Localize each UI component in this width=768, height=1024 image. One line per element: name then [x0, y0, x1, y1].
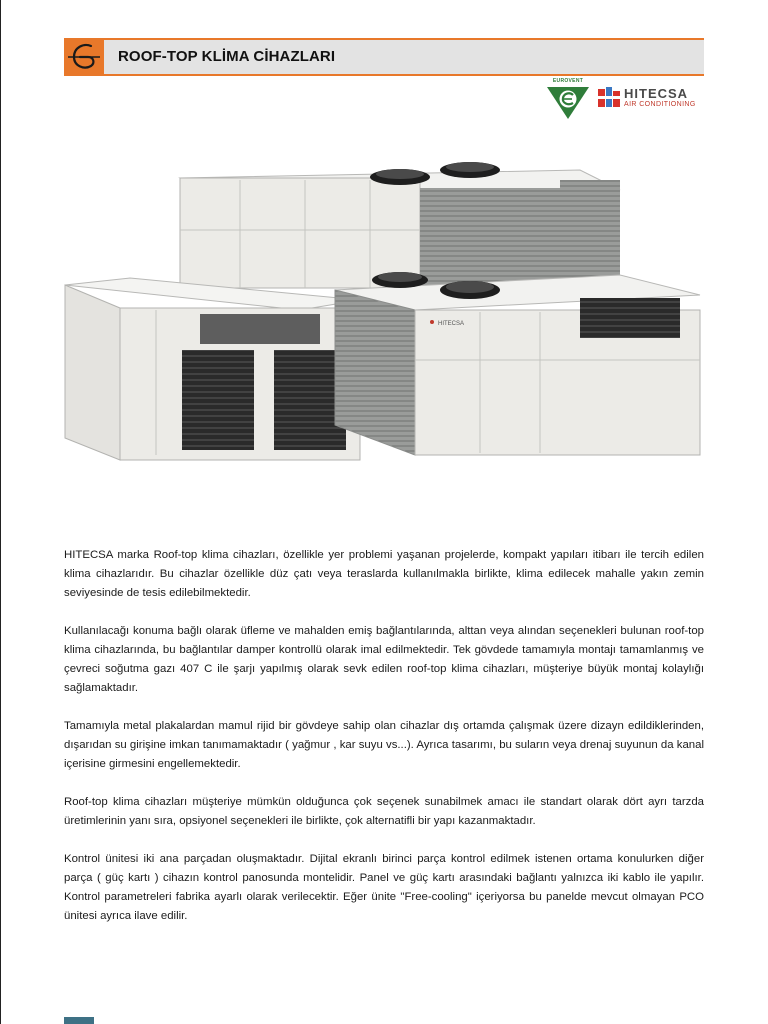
eurovent-label: EUROVENT — [552, 78, 584, 84]
company-logo-icon — [64, 38, 104, 76]
paragraph-options: Roof-top klima cihazları müşteriye mümkün olduğunca çok seçenek sunabilmek amacı ile standart olarak dört ayrı tarzda üretimlerinin yanı sıra, opsiyonel seçenekleri ile birlikte, çok alternatifli bir yapı kazanmaktadır. — [64, 796, 704, 827]
company-logo — [64, 38, 104, 76]
body-text — [64, 546, 704, 945]
back-rooftop-unit — [180, 162, 620, 288]
brand-name: HITECSA — [624, 86, 689, 101]
footer-tab — [64, 1017, 94, 1024]
paragraph-control-unit: Kontrol ünitesi iki ana parçadan oluşmaktadır. Dijital ekranlı birinci parça kontrol edilmek istenen ortama konulurken diğer parça ( güç kartı ) cihazın kontrol panosunda montelidir. Panel ve güç kartı arasındaki bağlantı yalnızca iki kablo ile yapılır. Kontrol parametreleri fabrika ayarlı olarak verilecektir. Eğer ünite "Free-cooling" içeriyorsa bu panelde mevcut olmayan PCO ünitesi ayrıca ilave edilir. — [64, 853, 704, 922]
paragraph-body-design: Tamamıyla metal plakalardan mamul rijid bir gövdeye sahip olan cihazlar dış ortamda çalışmak üzere dizayn edildiklerinden, dışarıdan su girişine imkan tanımamaktadır ( yağmur , kar suyu vs...). Ayrıca tasarımı, bu suların veya drenaj suyunun da kanal içerisine girmesini engellemektedir. — [64, 720, 704, 770]
hitecsa-brand-icon — [598, 86, 620, 108]
right-rooftop-unit — [335, 272, 700, 455]
eurovent-certification-icon — [545, 78, 591, 120]
unit-brand-label: HITECSA — [438, 321, 465, 327]
page-title: ROOF-TOP KLİMA CİHAZLARI — [118, 48, 336, 65]
brand-tagline: AIR CONDITIONING — [624, 101, 696, 108]
header-top-rule — [64, 38, 704, 40]
rooftop-units-photo — [60, 150, 710, 510]
paragraph-intro: HITECSA marka Roof-top klima cihazları, özellikle yer problemi yaşanan projelerde, kompakt yapıları itibarı ile tercih edilen klima cihazlarıdır. Bu cihazlar özellikle düz çatı veya teraslarda kullanılmakla birlikte, klima edilecek mahalle yakın zemin seviyesinde de tesis edilebilmektedir. — [64, 549, 704, 599]
paragraph-connections: Kullanılacağı konuma bağlı olarak üfleme ve mahalden emiş bağlantılarında, alttan veya alından seçenekleri bulunan roof-top klima cihazlarında, bu bağlantılar damper kontrollü olarak imal edilmektedir. Tek gövdede tamamıyla montajı tamamlanmış ve çevreci soğutma gazı 407 C ile şarjı yapılmış olarak sevk edilen roof-top klima cihazları, müşteriye büyük montaj kolaylığı sağlamaktadır. — [64, 625, 704, 694]
page-left-border — [0, 0, 1, 1024]
header-bottom-rule — [64, 74, 704, 76]
left-rooftop-unit — [65, 278, 360, 460]
